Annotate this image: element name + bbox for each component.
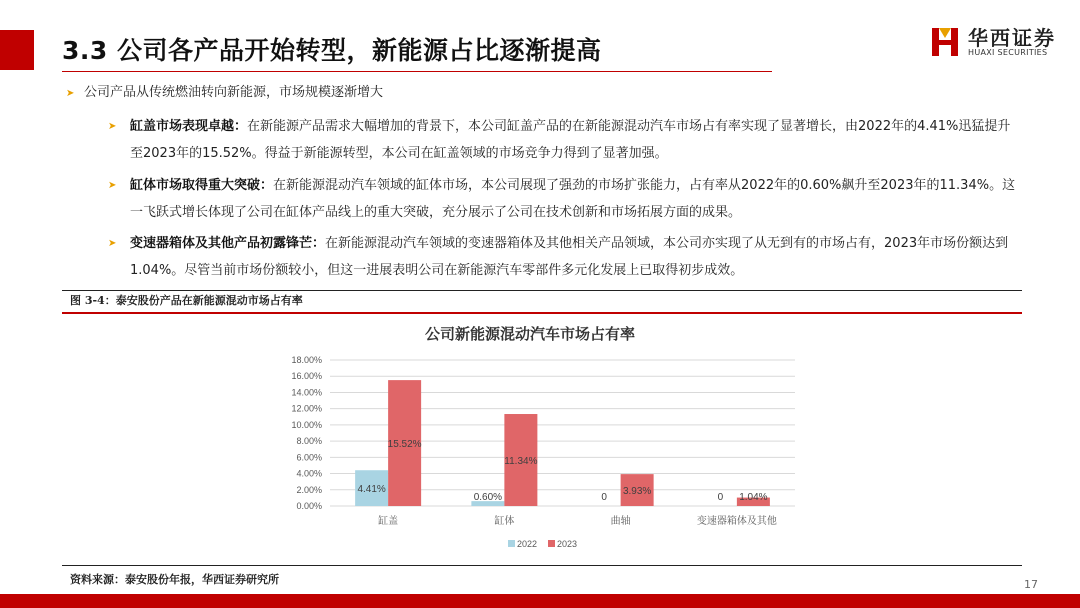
page-number: 17: [1024, 578, 1038, 591]
data-label: 15.52%: [387, 439, 422, 451]
sub-bullet-separator: ：: [312, 236, 326, 251]
y-tick-label: 10.00%: [291, 419, 322, 430]
x-tick-label: 曲轴: [610, 516, 631, 527]
y-tick-label: 8.00%: [296, 436, 322, 447]
company-logo: [930, 22, 1062, 62]
logo-english-name: HUAXI SECURITIES: [968, 48, 1048, 57]
data-label: 11.34%: [504, 456, 538, 468]
y-tick-label: 12.00%: [291, 403, 322, 414]
market-share-chart: [250, 318, 810, 558]
page-title: 3.3 公司各产品开始转型，新能源占比逐渐提高: [62, 36, 602, 65]
x-tick-label: 缸体: [494, 516, 515, 527]
y-tick-label: 6.00%: [296, 452, 322, 463]
bullet-arrow-icon: ➤: [108, 238, 117, 249]
legend-swatch-2022: [508, 540, 515, 547]
legend-swatch-2023: [548, 540, 555, 547]
title-divider: [62, 71, 772, 72]
y-tick-label: 4.00%: [296, 468, 322, 479]
huaxi-logo-icon: [930, 24, 960, 58]
data-label: 0: [601, 492, 607, 503]
bullet-arrow-icon: ➤: [108, 180, 117, 191]
sub-bullet-text: [108, 113, 1020, 167]
source-rule: [62, 565, 1022, 566]
legend-label: 2022: [517, 539, 538, 549]
bullet-arrow-icon: ➤: [108, 121, 117, 132]
sub-bullet: [108, 113, 1020, 167]
data-label: 1.04%: [739, 492, 768, 503]
y-tick-label: 0.00%: [296, 501, 322, 511]
sub-bullet-text: [108, 172, 1020, 226]
source-note: 资料来源：泰安股份年报，华西证券研究所: [70, 573, 279, 586]
figure-top-rule: [62, 290, 1022, 291]
sub-bullet-heading: 缸盖市场表现卓越: [130, 119, 235, 134]
sub-bullet-separator: ：: [260, 178, 274, 193]
data-label: 3.93%: [622, 486, 652, 498]
data-label: 0: [717, 492, 724, 503]
sub-bullet-body: 在新能源产品需求大幅增加的背景下，本公司缸盖产品的在新能源混动汽车市场占有率实现了显著增长，由2022年的4.41%迅猛提升至2023年的15.52%。得益于新能源转型，本公司在缸盖领域的市场竞争力得到了显著加强。: [130, 119, 1011, 161]
x-tick-label: 缸盖: [378, 516, 399, 527]
main-bullet-text: 公司产品从传统燃油转向新能源，市场规模逐渐增大: [84, 85, 384, 100]
logo-chinese-name: 华西证券: [968, 26, 1056, 50]
figure-caption: 图 3-4：泰安股份产品在新能源混动市场占有率: [70, 294, 303, 307]
chart-canvas: [250, 318, 810, 558]
sub-bullet-separator: ：: [234, 119, 248, 134]
sub-bullet-heading: 缸体市场取得重大突破: [130, 178, 261, 193]
sub-bullet-body: 在新能源混动汽车领域的缸体市场，本公司展现了强劲的市场扩张能力，占有率从2022年的0.60%飙升至2023年的11.34%。这一飞跃式增长体现了公司在缸体产品线上的重大突破，充分展示了公司在技术创新和市场拓展方面的成果。: [130, 178, 1016, 220]
footer-bar: [0, 594, 1080, 608]
figure-caption-rule: [62, 312, 1022, 314]
y-tick-label: 18.00%: [291, 355, 322, 365]
bullet-arrow-icon: ➤: [66, 88, 75, 99]
y-tick-label: 2.00%: [296, 484, 322, 495]
sub-bullet-heading: 变速器箱体及其他产品初露锋芒: [130, 236, 313, 251]
y-tick-label: 16.00%: [291, 371, 322, 382]
legend-label: 2023: [557, 539, 578, 549]
sub-bullet-text: [108, 230, 1020, 284]
y-tick-label: 14.00%: [291, 387, 322, 398]
sub-bullet: [108, 172, 1020, 226]
chart-title: 公司新能源混动汽车市场占有率: [424, 325, 635, 343]
data-label: 0.60%: [473, 492, 503, 503]
title-accent-bar: [0, 30, 34, 70]
main-bullet: [66, 81, 383, 100]
data-label: 4.41%: [357, 484, 386, 496]
sub-bullet: [108, 230, 1020, 284]
sub-bullet-body: 在新能源混动汽车领域的变速器箱体及其他相关产品领域，本公司亦实现了从无到有的市场占有，2023年市场份额达到1.04%。尽管当前市场份额较小，但这一进展表明公司在新能源汽车零部件多元化发展上已取得初步成效。: [130, 236, 1009, 278]
x-tick-label: 变速器箱体及其他: [696, 516, 777, 527]
